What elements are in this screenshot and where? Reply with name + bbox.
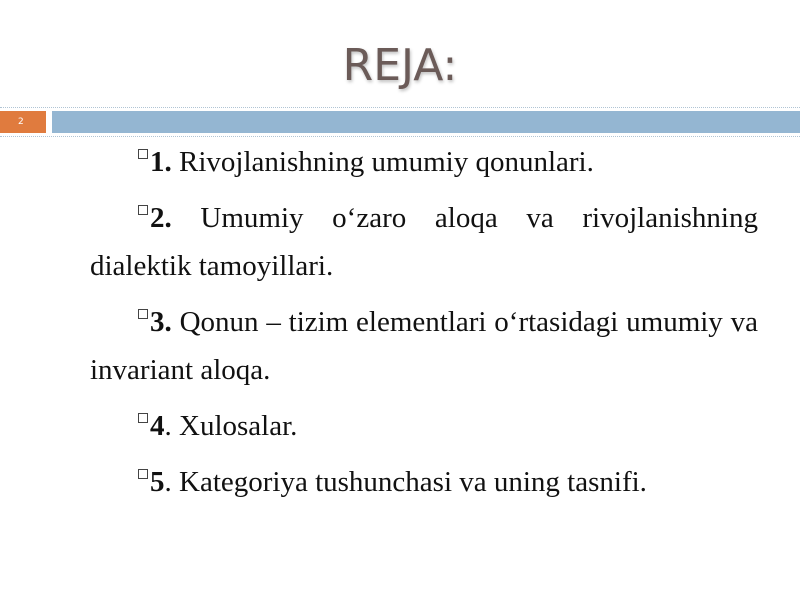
item-text: . Xulosalar. [164, 410, 298, 442]
slide-title: REJA: [342, 40, 458, 91]
list-item [90, 298, 758, 394]
list-item [90, 402, 758, 450]
item-number: 1. [150, 146, 172, 178]
item-text: . Kategoriya tushunchasi va uning tasnifi. [164, 466, 647, 498]
list-item [90, 458, 758, 506]
item-text: Qonun – tizim elementlari o‘rtasidagi umumiy va invariant aloqa. [90, 306, 758, 386]
square-bullet-icon [138, 309, 148, 319]
list-item [90, 138, 758, 186]
item-text: Umumiy o‘zaro aloqa va rivojlanishning dialektik tamoyillari. [90, 202, 758, 282]
divider-top [0, 107, 800, 108]
item-number: 4 [150, 410, 165, 442]
item-number: 2. [150, 202, 172, 234]
divider-bottom [0, 136, 800, 137]
square-bullet-icon [138, 205, 148, 215]
item-text: Rivojlanishning umumiy qonunlari. [171, 146, 594, 178]
plan-list [90, 138, 758, 514]
item-number: 5 [150, 466, 165, 498]
header-bar [52, 111, 800, 133]
square-bullet-icon [138, 413, 148, 423]
slide-number-badge: 2 [0, 111, 46, 133]
item-number: 3. [150, 306, 172, 338]
list-item [90, 194, 758, 290]
square-bullet-icon [138, 149, 148, 159]
square-bullet-icon [138, 469, 148, 479]
